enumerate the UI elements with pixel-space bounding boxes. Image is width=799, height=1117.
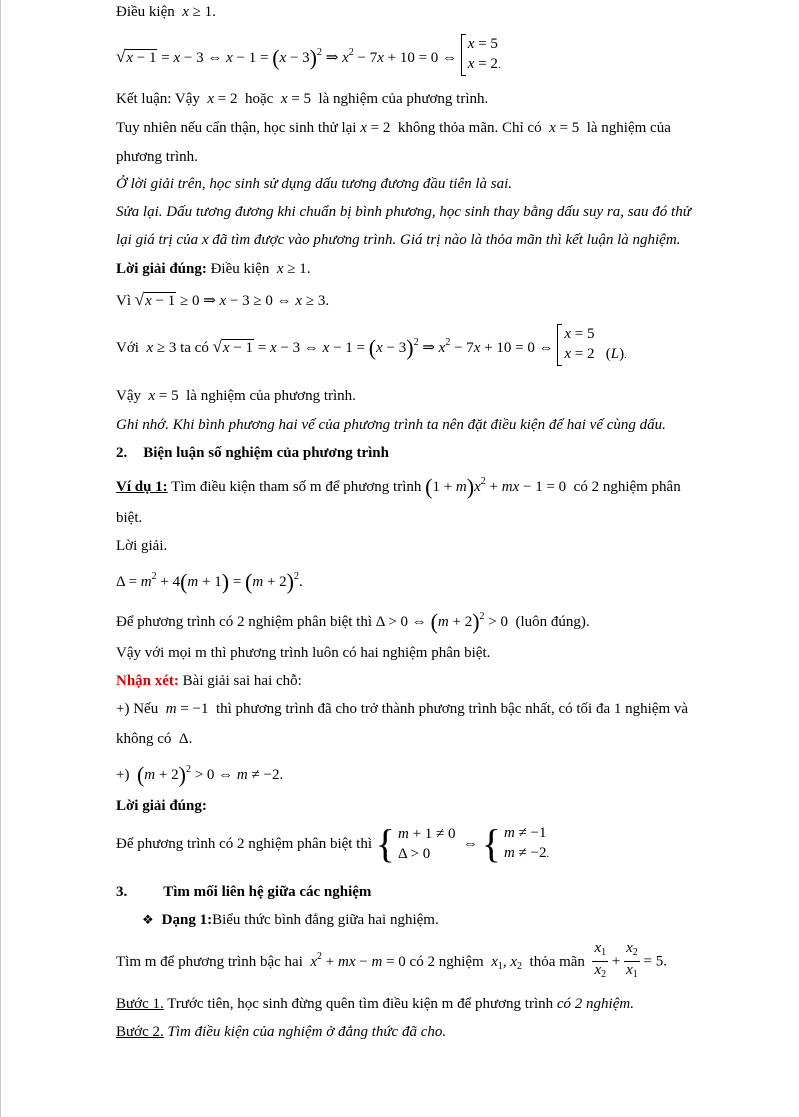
delta-formula: $\Delta = m^2 + 4(m + 1) = (m + 2)^2$. <box>116 569 303 594</box>
find-m-line: Tìm m để phương trình bậc hai $x^2$ + mx − m = 0 có 2 nghiệm $x_1$, $x_2$ thỏa mãn $\frac{x_1}{x_2}$ + $\frac{x_2}{x_1}$ = 5. <box>116 940 667 980</box>
check-line: Tuy nhiên nếu cẩn thận, học sinh thử lại x = 2 không thỏa mãn. Chỉ có x = 5 là nghiệm của <box>116 120 671 136</box>
remember-note: Ghi nhớ. Khi bình phương hai vế của phương trình ta nên đặt điều kiện để hai vế cùng dấu. <box>116 417 666 433</box>
diamond-bullet-icon: ❖ <box>142 912 154 927</box>
system-condition-line: Để phương trình có 2 nghiệm phân biệt thì { m + 1 ≠ 0 Δ > 0 ⇔ { m ≠ −1 m ≠ −2. <box>116 821 550 866</box>
remark-point-2: +) $(m + 2)^2 > 0$ ⇔ m ≠ −2. <box>116 762 284 787</box>
form-1-line: ❖ Dạng 1:Biểu thức bình đẳng giữa hai nghiệm. <box>142 912 439 928</box>
remark-point-1: +) Nếu m = −1 thì phương trình đã cho trở thành phương trình bậc nhất, có tối đa 1 nghiệm và <box>116 701 689 717</box>
paragraph-text: Ở lời giải trên, học sinh sử dụng dấu tương đương đầu tiên là sai. <box>116 176 513 192</box>
solution-cases-checked: x = 5 x = 2 (L). <box>557 324 626 366</box>
delta-condition-line: Để phương trình có 2 nghiệm phân biệt thì Δ > 0 ⇔ $(m + 2)^2 > 0$ (luôn đúng). <box>116 609 590 634</box>
because-line: Vì √x − 1 ≥ 0 ⇒ x − 3 ≥ 0 ⇔ x ≥ 3. <box>116 290 330 309</box>
example-1-line: Ví dụ 1: Tìm điều kiện tham số m để phương trình $(1 + m)x^2$ + mx − 1 = 0 có 2 nghiệm phân <box>116 474 681 499</box>
final-answer-line: Vậy x = 5 là nghiệm của phương trình. <box>116 388 356 404</box>
conclusion-line: Kết luận: Vậy x = 2 hoặc x = 5 là nghiệm của phương trình. <box>116 91 489 107</box>
solution-cases: x = 5 x = 2. <box>461 34 501 76</box>
section-heading-2: 2. Biện luận số nghiệm của phương trình <box>116 445 389 461</box>
step-2-line: Bước 2. Tìm điều kiện của nghiệm ở đẳng thức đã cho. <box>116 1024 447 1040</box>
remark-point-1-cont: không có Δ. <box>116 731 193 747</box>
solution-label: Lời giải. <box>116 538 168 554</box>
remark-line: Nhận xét: Bài giải sai hai chỗ: <box>116 673 302 689</box>
correct-solution-label: Lời giải đúng: <box>116 798 207 814</box>
with-condition-line: Với x ≥ 3 ta có √x − 1 = x − 3 ⇔ $x - 1 = (x - 3)^2$ ⇒ $x^2 - 7x + 10 = 0$ ⇔ x = 5 x = 2 (L). <box>116 324 627 372</box>
paragraph-text: lại giá trị của x đã tìm được vào phương trình. Giá trị nào là thỏa mãn thì kết luận là nghiệm. <box>116 232 681 248</box>
system-left: m + 1 ≠ 0 Δ > 0 <box>397 826 456 862</box>
paragraph-text: Sửa lại. Dấu tương đương khi chuẩn bị bình phương, học sinh thay bằng dấu suy ra, sau đó thử <box>116 204 691 220</box>
paragraph-text: biệt. <box>116 510 143 526</box>
paragraph-text: phương trình. <box>116 149 198 165</box>
condition-label: Điều kiện <box>116 4 175 20</box>
section-heading-3: 3. Tìm mối liên hệ giữa các nghiệm <box>116 884 372 900</box>
page-edge <box>0 0 1 1117</box>
condition-line: Điều kiện x ≥ 1. <box>116 4 216 20</box>
equation-chain: √x − 1 = x − 3 ⇔ $x - 1 = (x - 3)^2$ ⇒ $x^2 - 7x + 10 = 0$ ⇔ x = 5 x = 2. <box>116 34 500 78</box>
step-1-line: Bước 1. Trước tiên, học sinh đừng quên tìm điều kiện m để phương trình có 2 nghiệm. <box>116 996 634 1012</box>
correct-solution-line: Lời giải đúng: Điều kiện x ≥ 1. <box>116 261 311 277</box>
system-right: m ≠ −1 m ≠ −2. <box>503 825 550 861</box>
paragraph-text: Vậy với mọi m thì phương trình luôn có hai nghiệm phân biệt. <box>116 645 491 661</box>
